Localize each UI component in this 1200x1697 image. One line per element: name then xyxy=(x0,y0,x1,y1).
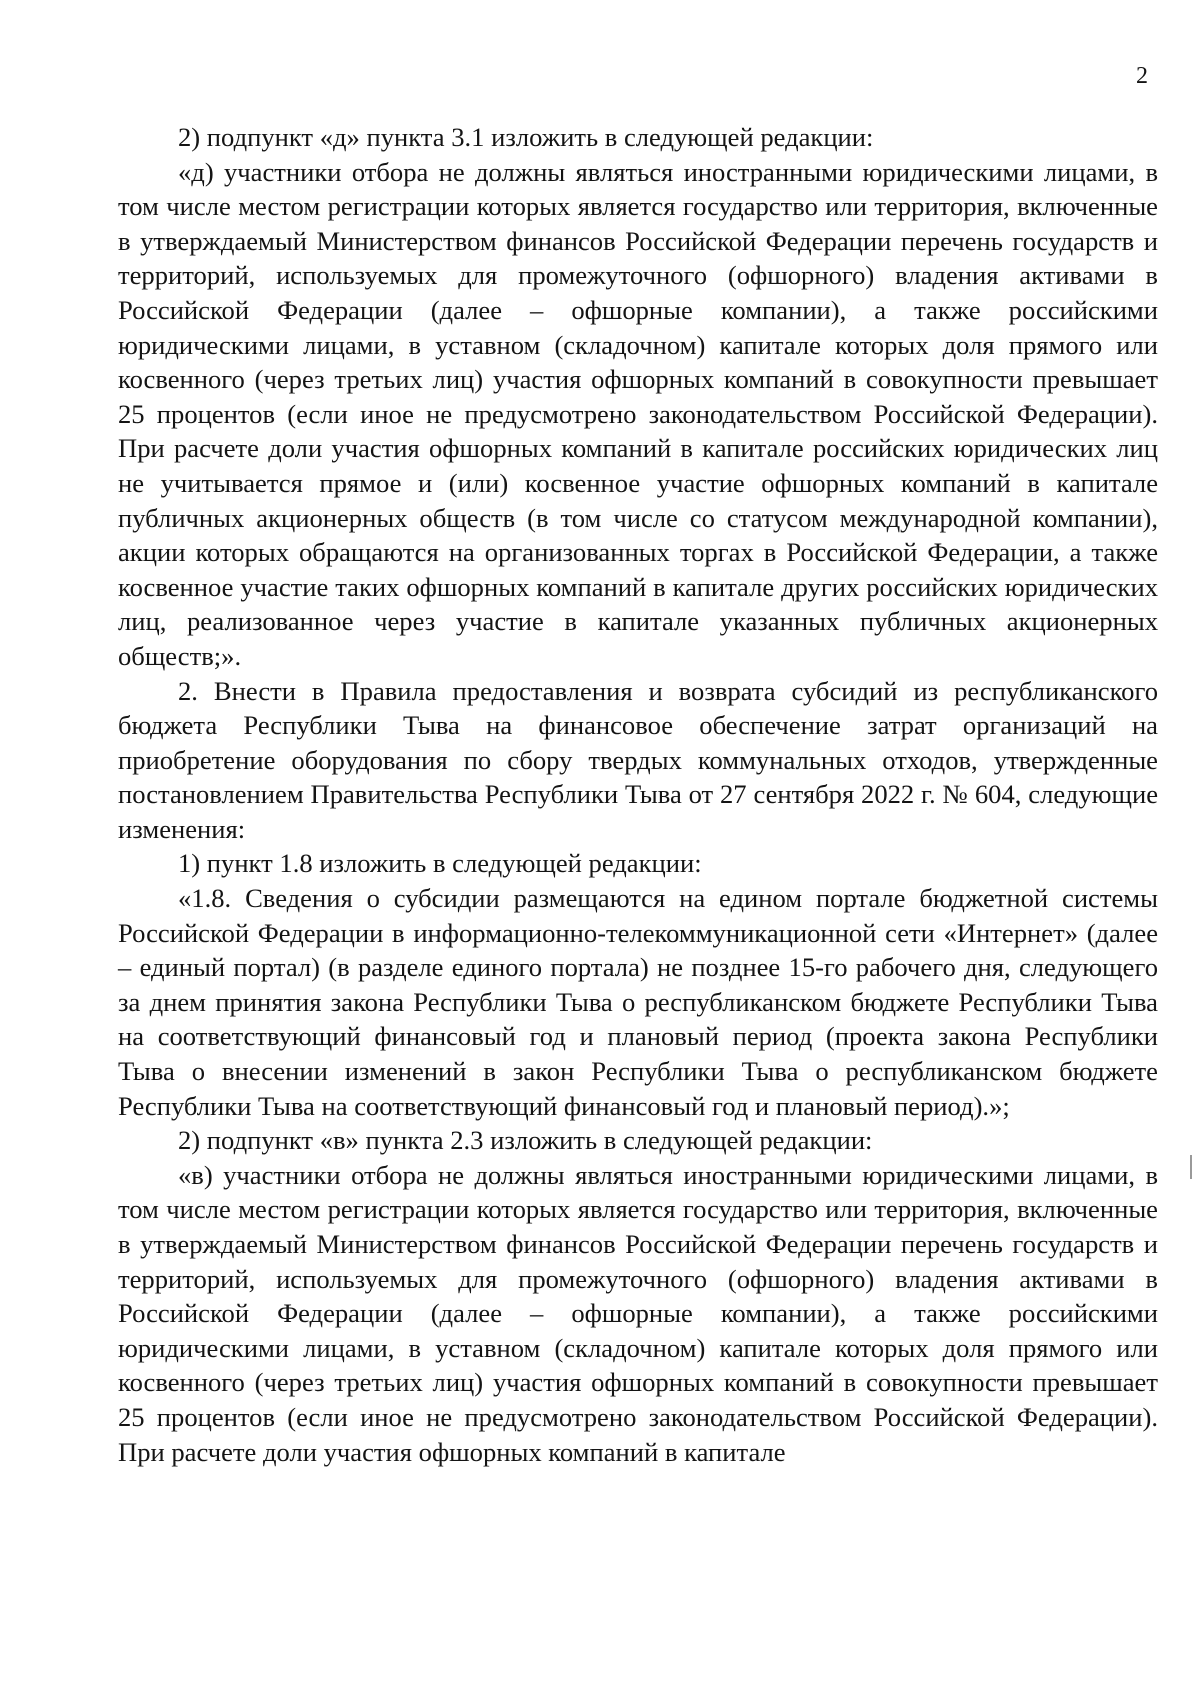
paragraph-subitem-d-heading: 2) подпункт «д» пункта 3.1 изложить в следующей редакции: xyxy=(178,122,874,152)
scan-edge-mark xyxy=(1190,1155,1192,1179)
paragraph-item-1-8-heading: 1) пункт 1.8 изложить в следующей редакции: xyxy=(178,848,702,879)
page-number: 2 xyxy=(1136,63,1148,89)
paragraph-subitem-d-text: «д) участники отбора не должны являться иностранными юридическими лицами, в том числе местом регистрации которых является государство или территория, включенные в утверждаемый Министерством финансов Российской Федерации перечень государств и территорий, используемых для промежуточного (офшорного) владения активами в Российской Федерации (далее – офшорные компании), а также российскими юридическими лицами, в уставном (складочном) капитале которых доля прямого или косвенного (через третьих лиц) участия офшорных компаний в совокупности превышает 25 процентов (если иное не предусмотрено законодательством Российской Федерации). При расчете доли участия офшорных компаний в капитале российских юридических лиц не учитывается прямое и (или) косвенное участие офшорных компаний в капитале публичных акционерных обществ (в том числе со статусом международной компании), акции которых обращаются на организованных торгах в Российской Федерации, а также косвенное участие таких офшорных компаний в капитале других российских юридических лиц, реализованное через участие в капитале указанных публичных акционерных обществ;». xyxy=(118,156,1158,671)
paragraph-item-1-8-text: «1.8. Сведения о субсидии размещаются на едином портале бюджетной системы Российской Федерации в информационно-телекоммуникационной сети «Интернет» (далее – единый портал) (в разделе единого портала) не позднее 15-го рабочего дня, следующего за днем принятия закона Республики Тыва о республиканском бюджете Республики Тыва на соответствующий финансовый год и плановый период (проекта закона Республики Тыва о внесении изменений в закон Республики Тыва о республиканском бюджете Республики Тыва на соответствующий финансовый год и плановый период).»; xyxy=(118,883,1158,1121)
paragraph-subitem-v-text: «в) участники отбора не должны являться иностранными юридическими лицами, в том числе местом регистрации которых является государство или территория, включенные в утверждаемый Министерством финансов Российской Федерации перечень государств и территорий, используемых для промежуточного (офшорного) владения активами в Российской Федерации (далее – офшорные компании), а также российскими юридическими лицами, в уставном (складочном) капитале которых доля прямого или косвенного (через третьих лиц) участия офшорных компаний в совокупности превышает 25 процентов (если иное не предусмотрено законодательством Российской Федерации). При расчете доли участия офшорных компаний в капитале xyxy=(118,1159,1158,1467)
paragraph-amend-rules: 2. Внести в Правила предоставления и возврата субсидий из республиканского бюджета Республики Тыва на финансовое обеспечение затрат организаций на приобретение оборудования по сбору твердых коммунальных отходов, утвержденные постановлением Правительства Республики Тыва от 27 сентября 2022 г. № 604, следующие изменения: xyxy=(118,675,1158,844)
document-body xyxy=(118,120,1158,1469)
paragraph-subitem-v-heading: 2) подпункт «в» пункта 2.3 изложить в следующей редакции: xyxy=(178,1125,873,1156)
